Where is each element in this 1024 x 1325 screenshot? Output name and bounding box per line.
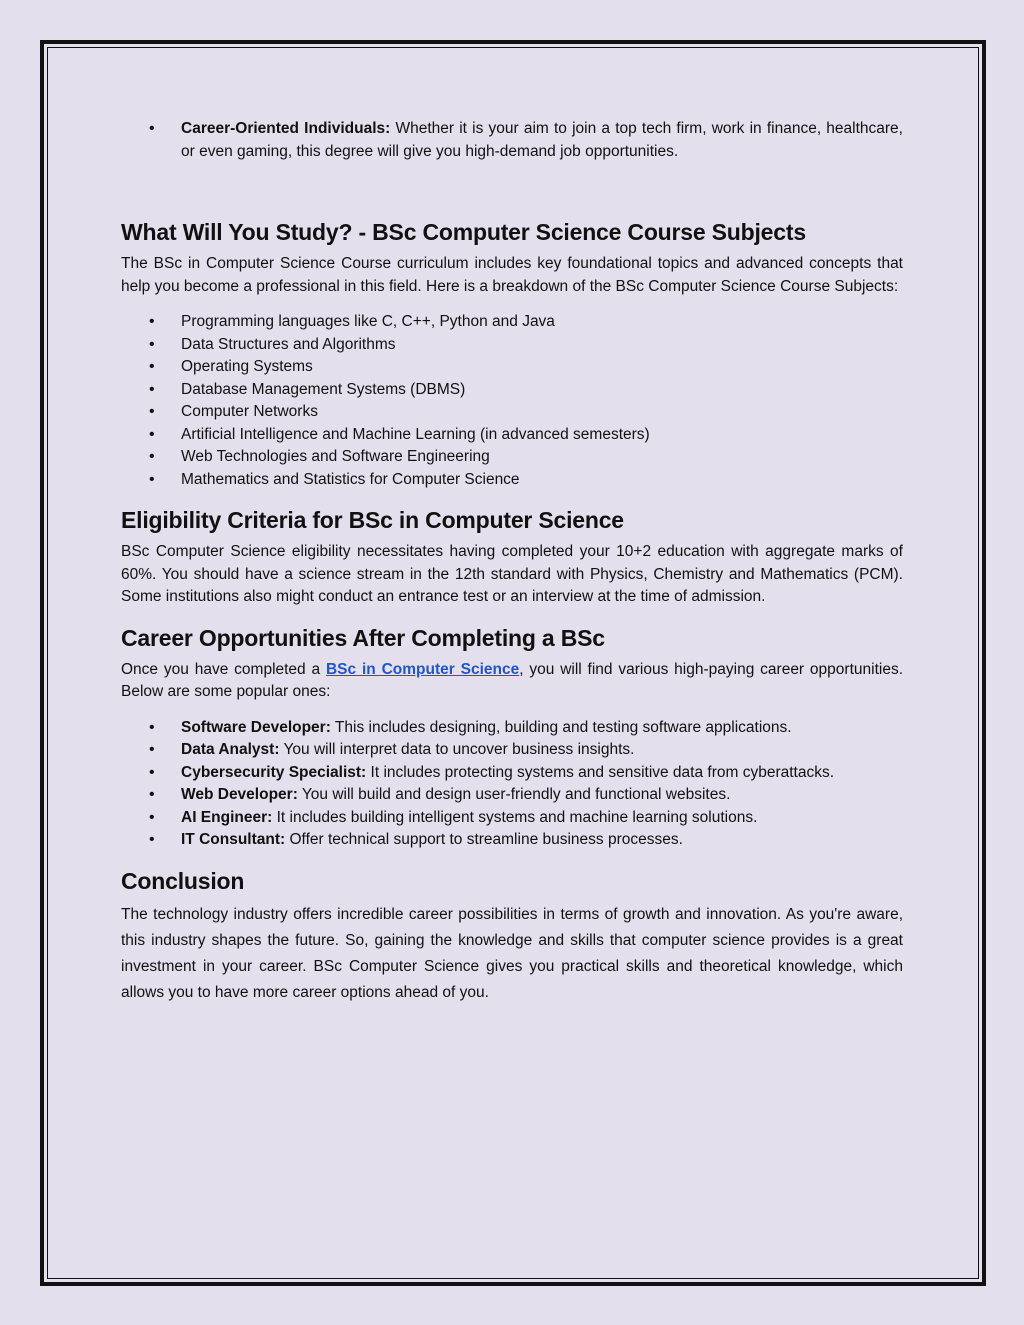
section-heading: Conclusion bbox=[121, 867, 245, 894]
list-item: • Computer Networks bbox=[181, 401, 903, 424]
list-item bbox=[181, 118, 903, 163]
section-heading: Career Opportunities After Completing a BSc bbox=[121, 624, 605, 651]
list-item: • Data Structures and Algorithms bbox=[181, 334, 903, 357]
item-label: Data Analyst: bbox=[181, 741, 280, 758]
list-item bbox=[181, 829, 903, 852]
section-paragraph: The technology industry offers incredible career possibilities in terms of growth and innovation. As you're aware, this industry shapes the future. So, gaining the knowledge and skills that computer science provides is a great investment in your career. BSc Computer Science gives you practical skills and theoretical knowledge, which allows you to have more career options ahead of you. bbox=[121, 905, 903, 1001]
bsc-computer-science-link[interactable]: BSc in Computer Science bbox=[325, 660, 520, 678]
list-item: • Database Management Systems (DBMS) bbox=[181, 379, 903, 402]
careers-section bbox=[121, 623, 903, 852]
section-heading: What Will You Study? - BSc Computer Science Course Subjects bbox=[121, 219, 806, 245]
item-text: It includes protecting systems and sensitive data from cyberattacks. bbox=[366, 763, 835, 781]
subjects-list bbox=[121, 311, 903, 491]
list-item: • Artificial Intelligence and Machine Learning (in advanced semesters) bbox=[181, 424, 903, 447]
section-paragraph bbox=[121, 659, 903, 704]
list-item: • Mathematics and Statistics for Computer Science bbox=[181, 469, 903, 492]
item-label: AI Engineer: bbox=[181, 808, 273, 826]
item-text: Whether it is your aim to join a top tech firm, work in finance, healthcare, or even gaming, this degree will give you high-demand job opportunities. bbox=[181, 120, 903, 160]
section-paragraph: The BSc in Computer Science Course curriculum includes key foundational topics and advanced concepts that help you become a professional in this field. Here is a breakdown of the BSc Computer Science Course Subjects: bbox=[121, 255, 903, 295]
intro-list bbox=[121, 118, 903, 163]
item-label: Cybersecurity Specialist: bbox=[181, 763, 367, 781]
item-label: IT Consultant: bbox=[181, 831, 286, 848]
list-item bbox=[181, 717, 903, 740]
list-item bbox=[181, 784, 903, 807]
conclusion-section bbox=[121, 866, 903, 1006]
section-paragraph: BSc Computer Science eligibility necessitates having completed your 10+2 education with aggregate marks of 60%. You should have a science stream in the 12th standard with Physics, Chemistry and Mathematics (PCM). Some institutions also might conduct an entrance test or an interview at the time of admission. bbox=[121, 543, 903, 605]
document-body bbox=[121, 118, 903, 1006]
item-label: Web Developer: bbox=[181, 786, 298, 803]
paragraph-text: , you will find various high-paying career opportunities. Below are some popular ones: bbox=[121, 660, 903, 700]
section-heading: Eligibility Criteria for BSc in Computer Science bbox=[121, 507, 624, 533]
list-item: • Web Technologies and Software Engineering bbox=[181, 446, 903, 469]
list-item: • Operating Systems bbox=[181, 356, 903, 379]
item-text: You will interpret data to uncover business insights. bbox=[279, 741, 635, 758]
item-text: Offer technical support to streamline business processes. bbox=[285, 831, 683, 848]
list-item bbox=[181, 762, 903, 785]
study-section bbox=[121, 217, 903, 491]
list-item: • Programming languages like C, C++, Python and Java bbox=[181, 311, 903, 334]
item-label: Software Developer: bbox=[181, 718, 331, 736]
item-text: You will build and design user-friendly and functional websites. bbox=[297, 786, 731, 803]
list-item bbox=[181, 739, 903, 762]
paragraph-text: Once you have completed a bbox=[121, 660, 326, 678]
item-label: Career-Oriented Individuals: bbox=[181, 120, 391, 137]
item-text: This includes designing, building and testing software applications. bbox=[330, 718, 792, 736]
eligibility-section bbox=[121, 505, 903, 609]
careers-list bbox=[121, 717, 903, 852]
list-item bbox=[181, 807, 903, 830]
item-text: It includes building intelligent systems and machine learning solutions. bbox=[272, 808, 758, 826]
